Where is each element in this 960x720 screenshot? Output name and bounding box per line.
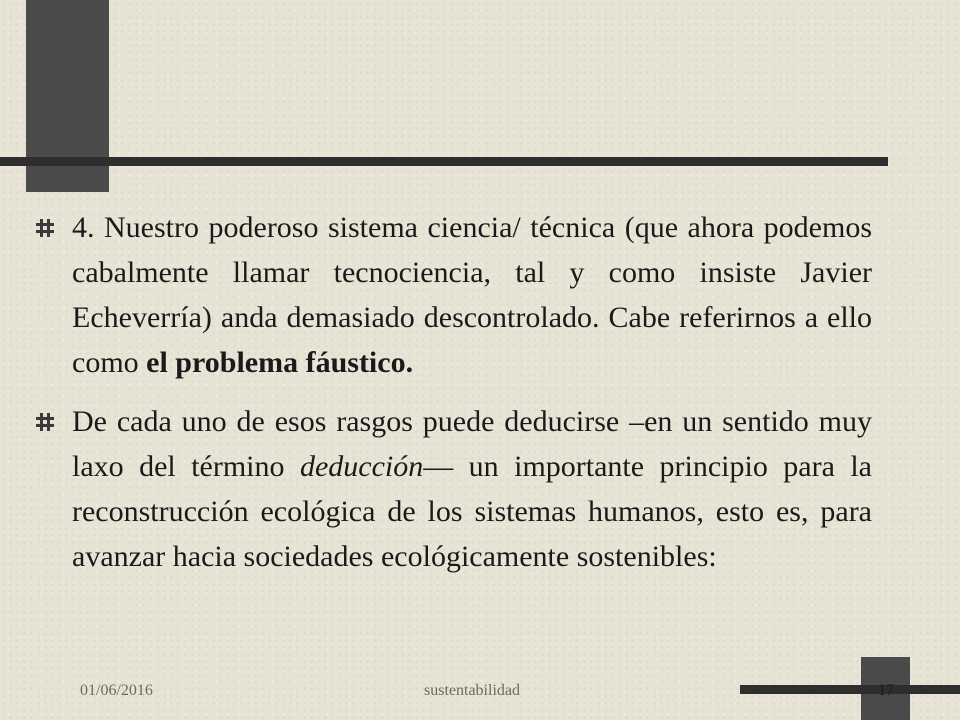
bullet-item-1 — [34, 205, 914, 385]
hash-bullet-icon — [34, 411, 56, 433]
top-horizontal-bar — [0, 157, 888, 166]
slide-body — [34, 205, 914, 593]
hash-bullet-icon — [34, 217, 56, 239]
bullet-1-bold-text: el problema fáustico. — [146, 346, 414, 379]
bullet-item-2 — [34, 399, 914, 579]
bullet-text-2 — [72, 399, 872, 579]
footer-title: sustentabilidad — [424, 682, 520, 699]
footer-date: 01/06/2016 — [80, 682, 153, 699]
bullet-2-italic-text: deducción — [299, 450, 424, 483]
bullet-2-text: De cada uno de esos rasgos puede deducirse –en un sentido muy laxo del término — [72, 405, 872, 483]
bullet-1-text: 4. Nuestro poderoso sistema ciencia/ técnica (que ahora podemos cabalmente llamar tecnociencia, tal y como insiste Javier Echeverría) anda demasiado descontrolado. Cabe referirnos a ello como — [72, 211, 872, 379]
bullet-text-1 — [72, 205, 872, 385]
bottom-horizontal-bar — [740, 685, 960, 694]
bullet-2-text-after: — un importante principio para la reconstrucción ecológica de los sistemas humanos, esto es, para avanzar hacia sociedades ecológicamente sostenibles: — [72, 450, 872, 573]
footer-page-number: 17 — [878, 682, 894, 699]
